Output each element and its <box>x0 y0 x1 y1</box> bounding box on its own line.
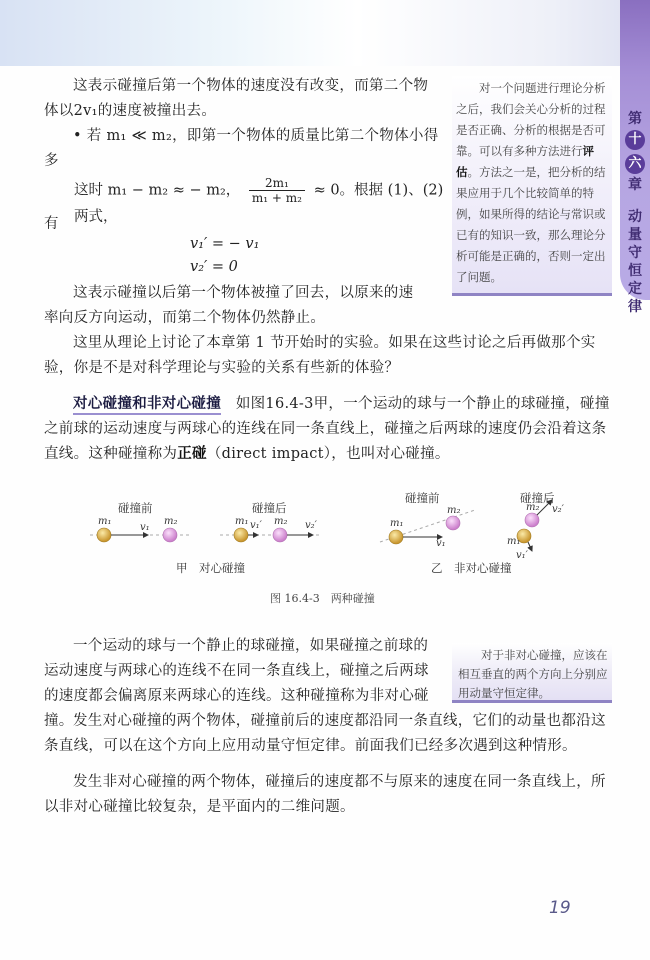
page-number: 19 <box>549 898 571 918</box>
label-m1: m₁ <box>98 516 112 527</box>
ball-m1 <box>97 528 111 542</box>
label-v1-prime: v₁′ <box>516 550 528 561</box>
label-a-before: 碰撞前 <box>118 501 153 515</box>
page-header-band <box>0 0 650 66</box>
paragraph-5: 一个运动的球与一个静止的球碰撞，如果碰撞之前球的运动速度与两球心的连线不在同一条直线上，碰撞之后两球的速度都会偏离原来两球心的连线。这种碰撞称为非对心碰撞。 <box>44 638 429 729</box>
fraction-denominator: m₁ + m₂ <box>251 191 302 205</box>
paragraph-2: 这表示碰撞以后第一个物体被撞了回去，以原来的速率向反方向运动，而第二个物体仍然静止。 <box>44 285 414 326</box>
label-v1: v₁ <box>140 522 150 533</box>
paragraph-3: 这里从理论上讨论了本章第 1 节开始时的实验。如果在这些讨论之后再做那个实验，你是不是对科学理论与实验的关系有些新的体验？ <box>44 335 596 376</box>
paragraph-4-tail: （direct impact），也叫对心碰撞。 <box>206 446 450 462</box>
label-v2-prime: v₂′ <box>552 504 564 515</box>
paragraph-4-text: 如图16.4-3甲，一个运动的球与一个静止的球碰撞，碰撞之前球的运动速度与两球心的连线在同一条直线上，碰撞之后两球的速度仍会沿着这条直线。这种碰撞称为 <box>44 396 610 462</box>
chapter-tab <box>620 0 650 315</box>
term-direct-impact: 正碰 <box>177 446 207 462</box>
fraction-numerator: 2m₁ <box>249 176 305 191</box>
chapter-title-char: 守 <box>628 245 642 261</box>
label-m2: m₂ <box>274 516 288 527</box>
chapter-suffix: 章 <box>628 177 642 193</box>
sublabel-a: 甲 对心碰撞 <box>176 561 245 575</box>
equation-2: v₂′ = 0 <box>190 259 238 275</box>
chapter-title-char: 动 <box>628 209 642 225</box>
sublabel-b: 乙 非对心碰撞 <box>431 561 512 575</box>
note-text-b: 。方法之一是，把分析的结果应用于几个比较简单的特例，如果所得的结论与常识或已有的知识一致，那么理论分析可能是正确的，否则一定出了问题。 <box>456 165 606 284</box>
label-v1-prime: v₁′ <box>250 520 262 531</box>
margin-note-noncentral <box>452 643 612 703</box>
chapter-title-char: 定 <box>628 281 642 297</box>
margin-note-evaluation <box>452 76 612 296</box>
have-text: 有 <box>44 216 59 232</box>
label-a-after: 碰撞后 <box>252 501 287 515</box>
chapter-prefix: 第 <box>628 111 642 127</box>
label-m2: m₂ <box>447 505 461 516</box>
formula-suffix: ≈ 0。根据 (1)、(2) 两式， <box>74 182 444 225</box>
label-m1: m₁ <box>235 516 249 527</box>
chapter-title-char: 律 <box>628 299 642 315</box>
bullet-condition: • 若 m₁ ≪ m₂，即第一个物体的质量比第二个物体小得多 <box>44 128 439 169</box>
label-m1: m₁ <box>507 536 521 547</box>
chapter-title-char: 量 <box>628 227 642 243</box>
paragraph-7: 发生非对心碰撞的两个物体，碰撞后的速度都不与原来的速度在同一条直线上，所以非对心碰撞比较复杂，是平面内的二维问题。 <box>44 774 606 815</box>
paragraph-1: 这表示碰撞后第一个物体的速度没有改变，而第二个物体以2v₁的速度被撞出去。 <box>44 78 429 119</box>
fraction <box>249 176 305 205</box>
figure-caption: 图 16.4-3 两种碰撞 <box>270 592 375 605</box>
label-b-after: 碰撞后 <box>520 491 555 505</box>
label-m2: m₂ <box>164 516 178 527</box>
chapter-num-2: 六 <box>625 154 645 174</box>
figure-collisions <box>0 480 650 610</box>
note-bold-term: 评估 <box>456 144 594 179</box>
label-m2: m₂ <box>526 502 540 513</box>
chapter-num-1: 十 <box>625 130 645 150</box>
label-m1: m₁ <box>390 518 404 529</box>
label-b-before: 碰撞前 <box>405 491 440 505</box>
formula-prefix: 这时 m₁ − m₂ ≈ − m₂， <box>74 182 241 199</box>
formula-line <box>74 176 454 226</box>
label-v1: v₁ <box>436 538 446 549</box>
paragraph-4 <box>44 392 614 467</box>
label-v2-prime: v₂′ <box>305 520 317 531</box>
paragraph-6-text: 发生对心碰撞的两个物体，碰撞前后的速度都沿同一条直线，它们的动量也都沿这条直线，可以在这个方向上应用动量守恒定律。前面我们已经多次遇到这种情形。 <box>44 713 606 754</box>
chapter-title-char: 恒 <box>628 263 642 279</box>
note2-text: 对于非对心碰撞，应该在相互垂直的两个方向上分别应用动量守恒定律。 <box>458 648 608 700</box>
equation-1: v₁′ = − v₁ <box>190 236 260 252</box>
section-heading: 对心碰撞和非对心碰撞 <box>73 396 221 415</box>
note-text-a: 对一个问题进行理论分析之后，我们会关心分析的过程是否正确、分析的根据是否可靠。可以有多种方法进行 <box>456 81 606 158</box>
paragraph-6 <box>44 709 614 759</box>
